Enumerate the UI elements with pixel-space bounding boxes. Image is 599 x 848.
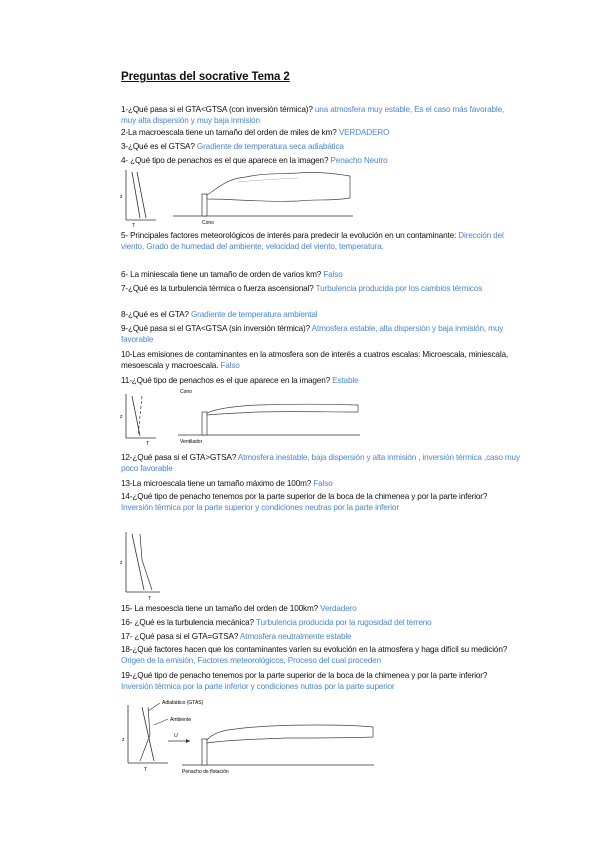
answer-4: Penacho Neutro <box>330 156 388 165</box>
question-7: 7-¿Qué es la turbulencia térmica o fuerza ascensional? Turbulencia producida por los cambios térmicos <box>121 284 483 293</box>
fig4-ambient-label: Ambiente <box>170 717 192 723</box>
answer-15: Verdadero <box>320 604 357 613</box>
question-4: 4- ¿Qué tipo de penachos es el que aparece en la imagen? Penacho Neutro <box>121 156 388 165</box>
answer-7: Turbulencia producida por los cambios térmicos <box>315 284 483 293</box>
question-17: 17- ¿Qué pasa si el GTA=GTSA? Atmosfera neutralmente estable <box>121 632 352 641</box>
temperature-profile-figure <box>118 530 178 602</box>
fig2-axis-t: T <box>146 441 150 446</box>
question-19: 19-¿Qué tipo de penacho tenemos por la parte superior de la boca de la chimenea y por la parte inferior? Inversión térmica por la parte inferior y condiciones nutras por la parte superior <box>121 671 488 692</box>
fig1-caption: Cono <box>202 220 214 226</box>
answer-14: Inversión térmica por la parte superior y condiciones neutras por la parte inferior <box>121 503 399 513</box>
question-10: 10-Las emisiones de contaminantes en la atmosfera son de interés a cuatros escalas: Microescala, miniescala, mesoescala y macroescala. Falso <box>121 350 509 371</box>
fig1-axis-t: T <box>132 223 136 229</box>
fig4-wind-label: U <box>174 733 178 739</box>
answer-11: Estable <box>332 376 359 385</box>
fig2-caption: Ventilador <box>180 439 203 445</box>
answer-10: Falso <box>220 361 240 371</box>
fig3-axis-z: z <box>120 560 123 566</box>
question-11: 11-¿Qué tipo de penachos es el que aparece en la imagen? Estable <box>121 376 359 385</box>
fig4-axis-z: z <box>122 737 125 743</box>
fig4-adiabatic-label: Adiabático (GTAS) <box>162 700 204 706</box>
stable-plume-figure <box>118 388 368 446</box>
question-3: 3-¿Qué es el GTSA? Gradiente de temperatura seca adiabática <box>121 142 344 151</box>
question-1: 1-¿Qué pasa si el GTA<GTSA (con inversión térmica)? una atmosfera muy estable, Es el caso más favorable, muy alta dispersión y muy baja inmisión <box>121 105 505 126</box>
answer-3: Gradiente de temperatura seca adiabática <box>196 142 344 151</box>
question-14: 14-¿Qué tipo de penacho tenemos por la parte superior de la boca de la chimenea y por la parte inferior? Inversión térmica por la parte superior y condiciones neutras por la parte inferior <box>121 492 488 513</box>
answer-13: Falso <box>313 479 333 488</box>
question-8: 8-¿Qué es el GTA? Gradiente de temperatura ambiental <box>121 310 318 319</box>
answer-16: Turbulencia producida por la rugosidad del terreno <box>255 618 432 627</box>
answer-18: Origen de la emisión, Factores meteorológicos, Proceso del cual proceden <box>121 656 381 666</box>
question-2: 2-La macroescala tiene un tamaño del orden de miles de km? VERDADERO <box>121 128 390 137</box>
answer-9: Atmosfera estable, alta dispersión y baja inmisión, muy favorable <box>121 324 504 345</box>
fig1-axis-z: z <box>120 194 123 200</box>
fig4-axis-t: T <box>144 767 148 773</box>
neutral-plume-figure <box>118 168 358 230</box>
answer-1: una atmosfera muy estable, Es el caso más favorable, muy alta dispersión y muy baja inmisión <box>121 105 505 126</box>
fig2-top-label: Cono <box>180 389 192 395</box>
fig4-caption: Penacho de flotación <box>182 769 229 775</box>
answer-5: Dirección del viento, Grado de humedad del ambiente, velocidad del viento, temperatura. <box>121 231 504 252</box>
page-title: Preguntas del socrative Tema 2 <box>121 71 290 83</box>
buoyant-plume-figure <box>118 697 378 777</box>
question-15: 15- La mesoescla tiene un tamaño del orden de 100km? Verdadero <box>121 604 357 613</box>
answer-19: Inversión térmica por la parte inferior y condiciones nutras por la parte superior <box>121 682 395 692</box>
fig3-axis-t: T <box>148 596 152 602</box>
question-18: 18-¿Qué factores hacen que los contaminantes varíen su evolución en la atmosfera y haga difícil su medición? Origen de la emisión, Factores meteorológicos, Proceso del cual proceden <box>121 645 508 666</box>
answer-6: Falso <box>323 270 343 279</box>
question-13: 13-La microescala tiene un tamaño máximo de 100m? Falso <box>121 479 333 488</box>
answer-12: Atmosfera inestable, baja dispersión y alta inmisión , inversión térmica ,caso muy poco favorable <box>121 453 520 474</box>
answer-17: Atmosfera neutralmente estable <box>239 632 352 641</box>
answer-8: Gradiente de temperatura ambiental <box>190 310 318 319</box>
question-5: 5- Principales factores meteorológicos de interés para predecir la evolución en un contaminante: Dirección del viento, Grado de humedad del ambiente, velocidad del viento, temperatura. <box>121 231 504 252</box>
question-12: 12-¿Qué pasa si el GTA>GTSA? Atmosfera inestable, baja dispersión y alta inmisión , inversión térmica ,caso muy poco favorable <box>121 453 520 474</box>
fig2-axis-z: z <box>120 414 123 420</box>
question-6: 6- La miniescala tiene un tamaño de orden de varios km? Falso <box>121 270 343 279</box>
question-16: 16- ¿Qué es la turbulencia mecánica? Turbulencia producida por la rugosidad del terreno <box>121 618 432 627</box>
question-9: 9-¿Qué pasa si el GTA<GTSA (sin inversión térmica)? Atmosfera estable, alta dispersión y baja inmisión, muy favorable <box>121 324 504 345</box>
answer-2: VERDADERO <box>338 128 390 137</box>
